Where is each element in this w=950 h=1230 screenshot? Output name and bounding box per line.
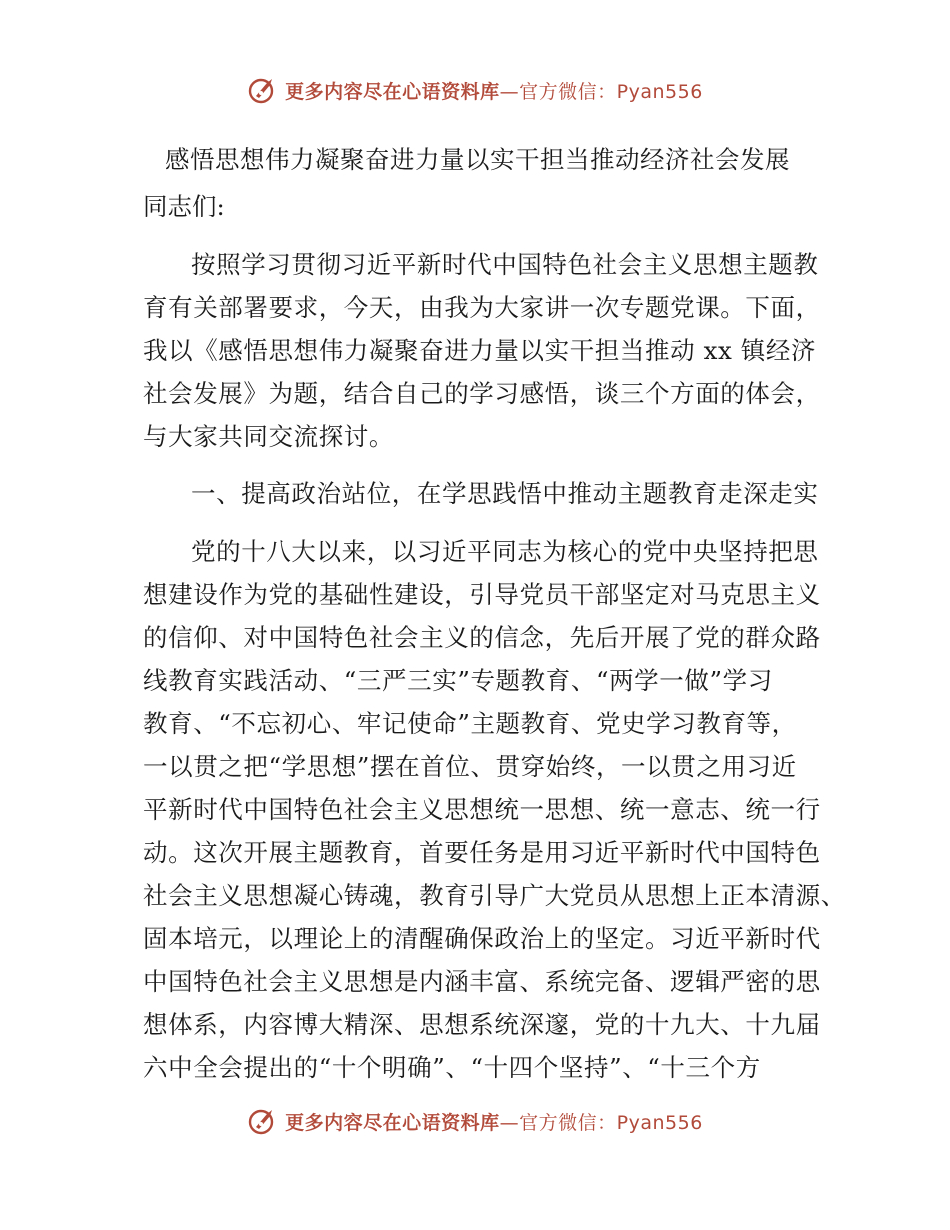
paragraph-line: 与大家共同交流探讨。 — [143, 422, 394, 451]
watermark-wechat: 官方微信：Pyan556 — [519, 1111, 703, 1134]
paragraph-line: 教育、“不忘初心、牢记使命”主题教育、党史学习教育等， — [143, 709, 797, 738]
pen-nib-logo-icon — [247, 1105, 279, 1137]
paragraph-line: 育有关部署要求，今天，由我为大家讲一次专题党课。下面， — [143, 293, 821, 322]
footer-watermark — [0, 1101, 950, 1141]
paragraph-line: 想体系，内容博大精深、思想系统深邃，党的十九大、十九届 — [143, 1010, 821, 1039]
header-watermark — [0, 70, 950, 110]
paragraph-line: 一以贯之把“学思想”摆在首位、贯穿始终，一以贯之用习近 — [143, 752, 797, 781]
paragraph-line: 社会发展》为题，结合自己的学习感悟，谈三个方面的体会， — [143, 379, 821, 408]
watermark-library-name: 更多内容尽在心语资料库 — [285, 80, 500, 103]
paragraph-line: 中国特色社会主义思想是内涵丰富、系统完备、逻辑严密的思 — [143, 967, 821, 996]
document-title: 感悟思想伟力凝聚奋进力量以实干担当推动经济社会发展 — [165, 145, 790, 174]
paragraph-line: 动。这次开展主题教育，首要任务是用习近平新时代中国特色 — [143, 838, 821, 867]
watermark-separator: — — [499, 80, 520, 103]
pen-nib-logo-icon — [247, 74, 279, 106]
paragraph-line: 固本培元，以理论上的清醒确保政治上的坚定。习近平新时代 — [143, 924, 821, 953]
paragraph-line: 六中全会提出的“十个明确”、“十四个坚持”、“十三个方 — [143, 1053, 761, 1082]
paragraph-line: 的信仰、对中国特色社会主义的信念，先后开展了党的群众路 — [143, 623, 821, 652]
watermark-text — [285, 77, 703, 104]
section-heading: 一、提高政治站位，在学思践悟中推动主题教育走深走实 — [191, 479, 819, 508]
paragraph-line: 社会主义思想凝心铸魂，教育引导广大党员从思想上正本清源、 — [143, 881, 846, 910]
intro-paragraph — [143, 243, 821, 458]
paragraph-line: 党的十八大以来，以习近平同志为核心的党中央坚持把思 — [191, 537, 819, 566]
paragraph-line: 我以《感悟思想伟力凝聚奋进力量以实干担当推动 xx 镇经济 — [143, 336, 817, 365]
paragraph-line: 按照学习贯彻习近平新时代中国特色社会主义思想主题教 — [191, 250, 819, 279]
paragraph-line: 线教育实践活动、“三严三实”专题教育、“两学一做”学习 — [143, 666, 773, 695]
watermark-text — [285, 1108, 703, 1135]
paragraph-line: 平新时代中国特色社会主义思想统一思想、统一意志、统一行 — [143, 795, 821, 824]
watermark-separator: — — [499, 1111, 520, 1134]
document-body — [143, 138, 846, 1089]
paragraph-line: 想建设作为党的基础性建设，引导党员干部坚定对马克思主义 — [143, 580, 821, 609]
salutation: 同志们: — [143, 192, 225, 221]
section-paragraph — [143, 530, 846, 1089]
watermark-wechat: 官方微信：Pyan556 — [519, 80, 703, 103]
watermark-library-name: 更多内容尽在心语资料库 — [285, 1111, 500, 1134]
